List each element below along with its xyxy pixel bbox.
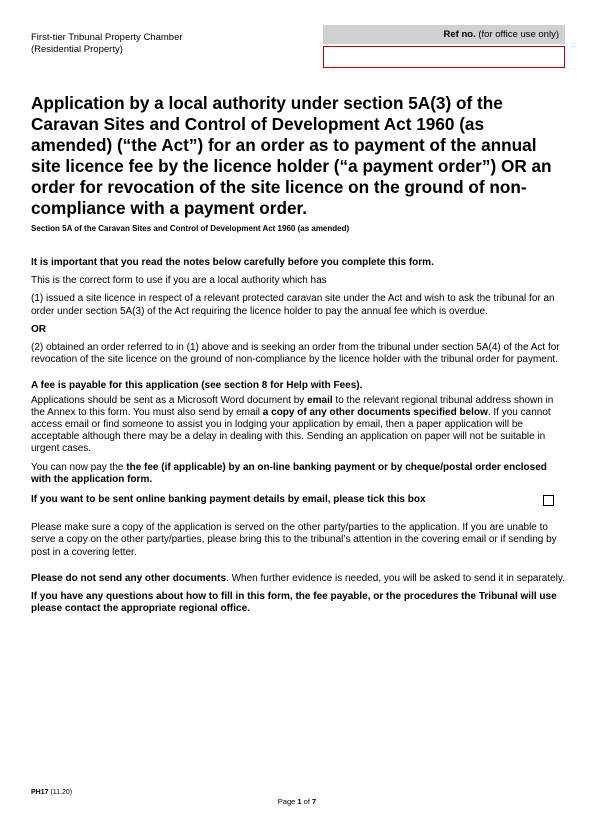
form-version: (11.20) (50, 789, 73, 796)
form-code (31, 789, 72, 796)
ref-label (323, 25, 565, 44)
form-notes (31, 257, 566, 621)
payment-part-1: You can now pay the (31, 461, 127, 473)
important-notice: It is important that you read the notes below carefully before you complete this form. (31, 257, 434, 268)
ref-box (323, 25, 565, 68)
online-banking-tick-row (31, 494, 566, 506)
applications-text (31, 395, 566, 456)
applications-part-3: . If you cannot access email or find someone to assist you in lodging your application by email, then a paper application will be acceptable although there may be a delay in dealing with this. Sending an application on paper will not be suitable in urgent cases. (31, 406, 551, 455)
questions-text: If you have any questions about how to fill in this form, the fee payable, or the procedures the Tribunal will use please contact the appropriate regional office. (31, 591, 557, 615)
org-line-1: First-tier Tribunal Property Chamber (31, 32, 183, 43)
page-prefix: Page (277, 797, 298, 806)
page-total: 7 (312, 797, 317, 806)
no-documents-text (31, 573, 566, 585)
form-subtitle: Section 5A of the Caravan Sites and Control of Development Act 1960 (as amended) (31, 224, 350, 233)
no-documents-bold: Please do not send any other documents (31, 572, 227, 584)
applications-copy: a copy of any other documents specified below (262, 406, 488, 418)
page-current: 1 (297, 797, 302, 806)
applications-part-2: to the relevant regional tribunal address shown in the Annex to this form. You must also send by email (31, 394, 554, 418)
form-code-id: PH17 (31, 789, 49, 796)
page-number (0, 797, 594, 806)
serve-copy-text: Please make sure a copy of the application is served on the other party/parties to the application. If you are unable to serve a copy on the other party/parties, please bring this to the tribunal’s attention in the covering email or if sending by post in a covering letter. (31, 522, 557, 558)
ref-label-title: Ref no. (443, 29, 476, 40)
payment-part-2: the fee (if applicable) by an on-line banking payment or by cheque/postal order enclosed with the application form. (31, 461, 547, 485)
payment-text (31, 462, 566, 486)
or-separator: OR (31, 323, 46, 335)
option-1-text: (1) issued a site licence in respect of a relevant protected caravan site under the Act and wish to ask the tribunal for an order under section 5A(3) of the Act requiring the licence holder to pay the annual fee which is overdue. (31, 293, 555, 317)
correct-form-text: This is the correct form to use if you are a local authority which has (31, 275, 327, 287)
applications-email: email (307, 394, 333, 406)
online-banking-checkbox[interactable] (543, 495, 554, 506)
ref-number-field[interactable] (323, 46, 565, 68)
form-title: Application by a local authority under section 5A(3) of the Caravan Sites and Control of Development Act 1960 (as amended) (“the Act”) for an order as to payment of the annual site licence fee by the licence holder (“a payment order”) OR an order for revocation of the site licence on the ground of non-compliance with a payment order. (31, 93, 552, 218)
org-line-2: (Residential Property) (31, 43, 123, 55)
no-documents-rest: . When further evidence is needed, you will be asked to send it in separately. (226, 572, 565, 584)
applications-part-1: Applications should be sent as a Microsoft Word document by (31, 394, 308, 406)
option-2-text: (2) obtained an order referred to in (1) above and is seeking an order from the tribunal under section 5A(4) of the Act for revocation of the site licence on the ground of non-compliance by the licence holder with the tribunal order for payment. (31, 342, 560, 366)
page-of: of (301, 797, 313, 806)
fee-heading: A fee is payable for this application (see section 8 for Help with Fees). (31, 380, 363, 392)
tribunal-name (31, 32, 183, 55)
online-banking-tick-label: If you want to be sent online banking payment details by email, please tick this box (31, 494, 426, 506)
ref-label-note: (for office use only) (478, 29, 559, 40)
